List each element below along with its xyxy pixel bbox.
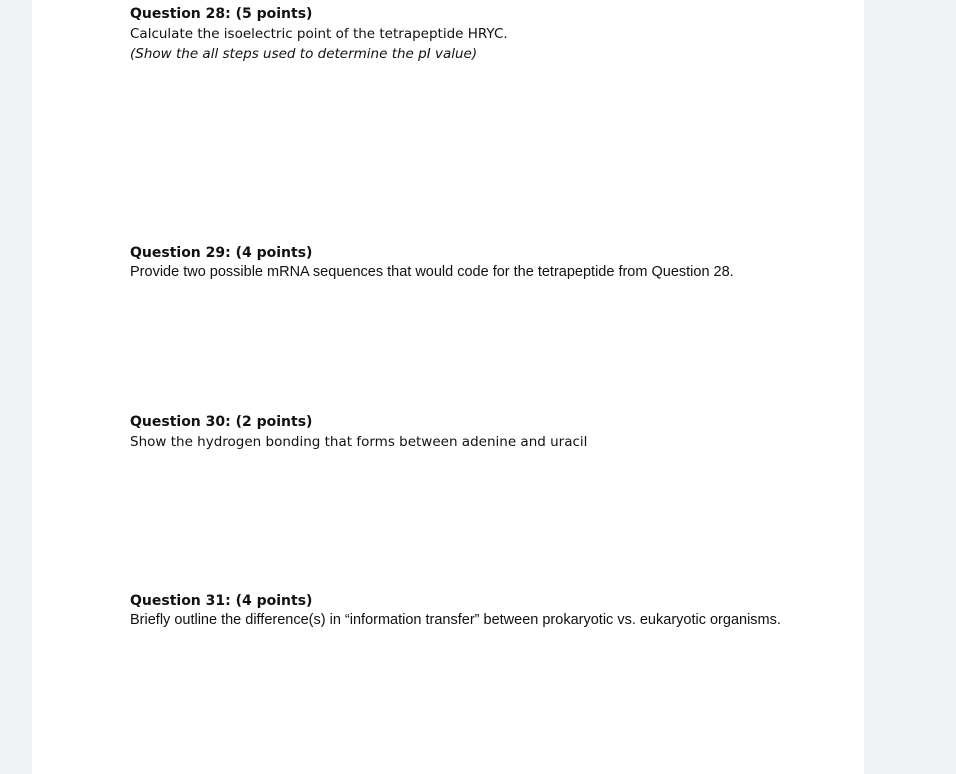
question-29 [130,243,850,281]
question-28 [130,4,850,64]
question-text: Briefly outline the difference(s) in “information transfer” between prokaryotic vs. eukaryotic organisms. [130,612,781,628]
question-text: Provide two possible mRNA sequences that would code for the tetrapeptide from Question 28. [130,264,734,280]
question-title: Question 31: (4 points) [130,593,313,609]
question-title: Question 28: (5 points) [130,6,313,22]
question-text: Calculate the isoelectric point of the tetrapeptide HRYC. [130,26,508,42]
question-title: Question 30: (2 points) [130,414,313,430]
question-text: Show the hydrogen bonding that forms between adenine and uracil [130,434,588,450]
question-note: (Show the all steps used to determine the pI value) [130,46,478,62]
question-title: Question 29: (4 points) [130,245,313,261]
question-30 [130,412,850,452]
question-31 [130,591,850,629]
document-page [32,0,864,774]
